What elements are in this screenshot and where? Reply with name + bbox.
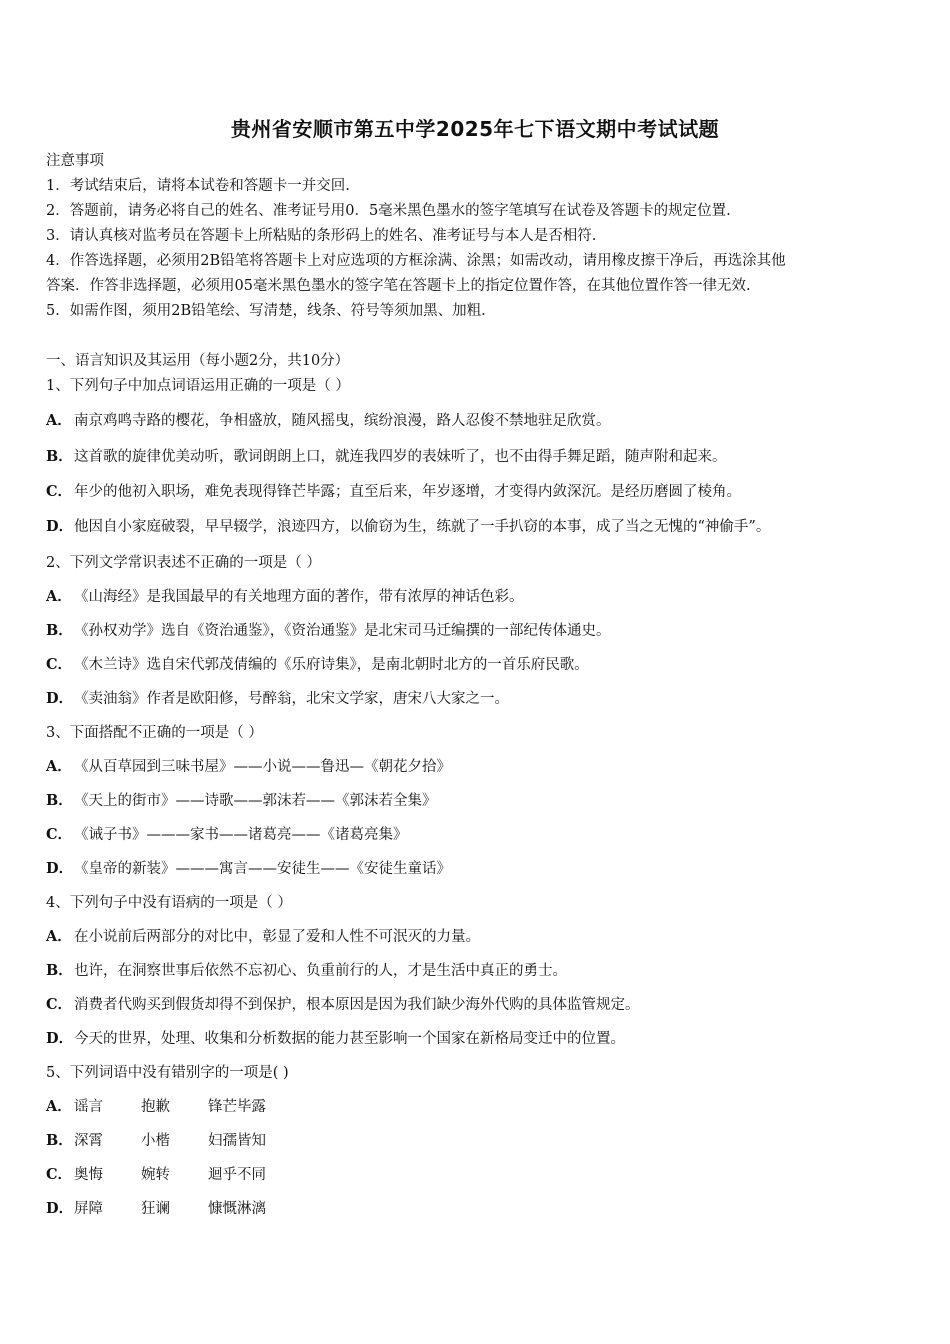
- option-word: 狂谰: [141, 1201, 170, 1217]
- option-letter: C．: [46, 1166, 73, 1183]
- option-line: [46, 655, 589, 675]
- question-stem: 3、下面搭配不正确的一项是（ ）: [46, 725, 263, 741]
- question-stem: 2、下列文学常识表述不正确的一项是（ ）: [46, 555, 321, 571]
- option-word: 锋芒毕露: [208, 1099, 266, 1115]
- option-letter: B．: [46, 1132, 73, 1149]
- option-word: 屏障: [74, 1201, 103, 1217]
- option-letter: B．: [46, 622, 73, 639]
- option-letter: B．: [46, 792, 73, 809]
- option-line: [46, 757, 451, 777]
- option-letter: A．: [46, 928, 72, 945]
- option-line: [46, 1131, 266, 1151]
- option-letter: A．: [46, 1098, 72, 1115]
- option-line: [46, 961, 567, 981]
- option-word: 婉转: [141, 1167, 170, 1183]
- notice-item: 5．如需作图，须用2B铅笔绘、写清楚，线条、符号等须加黑、加粗.: [46, 303, 486, 319]
- option-line: [46, 825, 408, 845]
- option-line: [46, 411, 611, 431]
- option-line: [46, 791, 437, 811]
- option-text: 《皇帝的新装》———寓言——安徒生——《安徒生童话》: [74, 861, 451, 877]
- option-text: 在小说前后两部分的对比中，彰显了爱和人性不可泯灭的力量。: [74, 929, 480, 945]
- question-stem: 1、下列句子中加点词语运用正确的一项是（ ）: [46, 378, 350, 394]
- notice-item: 2．答题前，请务必将自己的姓名、准考证号用0．5毫米黑色墨水的签字笔填写在试卷及答题卡的规定位置.: [46, 203, 731, 219]
- option-letter: C．: [46, 996, 73, 1013]
- option-text: 消费者代购买到假货却得不到保护，根本原因是因为我们缺少海外代购的具体监管规定。: [74, 997, 640, 1013]
- option-line: [46, 1097, 266, 1117]
- option-text: 这首歌的旋律优美动听，歌词朗朗上口，就连我四岁的表妹听了，也不由得手舞足蹈，随声附和起来。: [74, 449, 727, 465]
- option-line: [46, 1165, 266, 1185]
- notice-heading: 注意事项: [46, 153, 104, 169]
- option-line: [46, 447, 727, 467]
- option-text: 南京鸡鸣寺路的樱花，争相盛放，随风摇曳，缤纷浪漫，路人忍俊不禁地驻足欣赏。: [74, 413, 611, 429]
- option-line: [46, 927, 480, 947]
- notice-item: 3．请认真核对监考员在答题卡上所粘贴的条形码上的姓名、准考证号与本人是否相符.: [46, 228, 597, 244]
- option-word: 妇孺皆知: [208, 1133, 266, 1149]
- option-word: 奥悔: [74, 1167, 103, 1183]
- page-title: 贵州省安顺市第五中学2025年七下语文期中考试试题: [230, 117, 720, 141]
- option-text: 《天上的街市》——诗歌——郭沫若——《郭沫若全集》: [74, 793, 437, 809]
- option-letter: B．: [46, 962, 73, 979]
- option-line: [46, 621, 611, 641]
- option-line: [46, 482, 741, 502]
- option-text: 《卖油翁》作者是欧阳修，号醉翁，北宋文学家，唐宋八大家之一。: [74, 691, 509, 707]
- option-letter: C．: [46, 656, 73, 673]
- option-letter: C．: [46, 826, 73, 843]
- option-word: 抱歉: [141, 1099, 170, 1115]
- option-letter: D．: [46, 1200, 74, 1217]
- option-text: 《木兰诗》选自宋代郭茂倩编的《乐府诗集》，是南北朝时北方的一首乐府民歌。: [74, 657, 589, 673]
- option-letter: D．: [46, 690, 74, 707]
- option-word: 慷慨淋漓: [208, 1201, 266, 1217]
- option-text: 《从百草园到三味书屋》——小说——鲁迅—《朝花夕拾》: [74, 759, 451, 775]
- option-letter: D．: [46, 860, 74, 877]
- option-word: 小楷: [141, 1133, 170, 1149]
- option-line: [46, 1029, 625, 1049]
- option-line: [46, 517, 770, 537]
- section-heading: 一、语言知识及其运用（每小题2分，共10分）: [46, 353, 350, 369]
- option-letter: A．: [46, 412, 72, 429]
- notice-item: 1．考试结束后，请将本试卷和答题卡一并交回.: [46, 178, 350, 194]
- option-line: [46, 587, 524, 607]
- notice-item: 4．作答选择题，必须用2B铅笔将答题卡上对应选项的方框涂满、涂黑；如需改动，请用橡皮擦干净后，再选涂其他: [46, 253, 786, 269]
- notice-item: 答案．作答非选择题，必须用05毫米黑色墨水的签字笔在答题卡上的指定位置作答，在其他位置作答一律无效.: [46, 278, 751, 294]
- option-letter: A．: [46, 758, 72, 775]
- option-line: [46, 859, 451, 879]
- option-letter: D．: [46, 518, 74, 535]
- option-letter: C．: [46, 483, 73, 500]
- option-text: 今天的世界，处理、收集和分析数据的能力甚至影响一个国家在新格局变迁中的位置。: [74, 1031, 625, 1047]
- option-text: 《山海经》是我国最早的有关地理方面的著作，带有浓厚的神话色彩。: [74, 589, 524, 605]
- option-text: 《诫子书》———家书——诸葛亮——《诸葛亮集》: [74, 827, 408, 843]
- option-line: [46, 1199, 266, 1219]
- option-line: [46, 689, 509, 709]
- option-text: 《孙权劝学》选自《资治通鉴》，《资治通鉴》是北宋司马迁编撰的一部纪传体通史。: [74, 623, 611, 639]
- option-text: 也许，在洞察世事后依然不忘初心、负重前行的人，才是生活中真正的勇士。: [74, 963, 567, 979]
- option-letter: D．: [46, 1030, 74, 1047]
- option-line: [46, 995, 640, 1015]
- option-text: 年少的他初入职场，难免表现得锋芒毕露；直至后来，年岁逐增，才变得内敛深沉。是经历磨圆了棱角。: [74, 484, 741, 500]
- option-word: 谣言: [74, 1099, 103, 1115]
- option-word: 迴乎不同: [208, 1167, 266, 1183]
- question-stem: 4、下列句子中没有语病的一项是（ ）: [46, 895, 292, 911]
- option-letter: B．: [46, 448, 73, 465]
- option-letter: A．: [46, 588, 72, 605]
- option-word: 深霄: [74, 1133, 103, 1149]
- question-stem: 5、下列词语中没有错别字的一项是( ): [46, 1065, 289, 1081]
- option-text: 他因自小家庭破裂，早早辍学，浪迹四方，以偷窃为生，练就了一手扒窃的本事，成了当之无愧的“神偷手”。: [74, 519, 771, 535]
